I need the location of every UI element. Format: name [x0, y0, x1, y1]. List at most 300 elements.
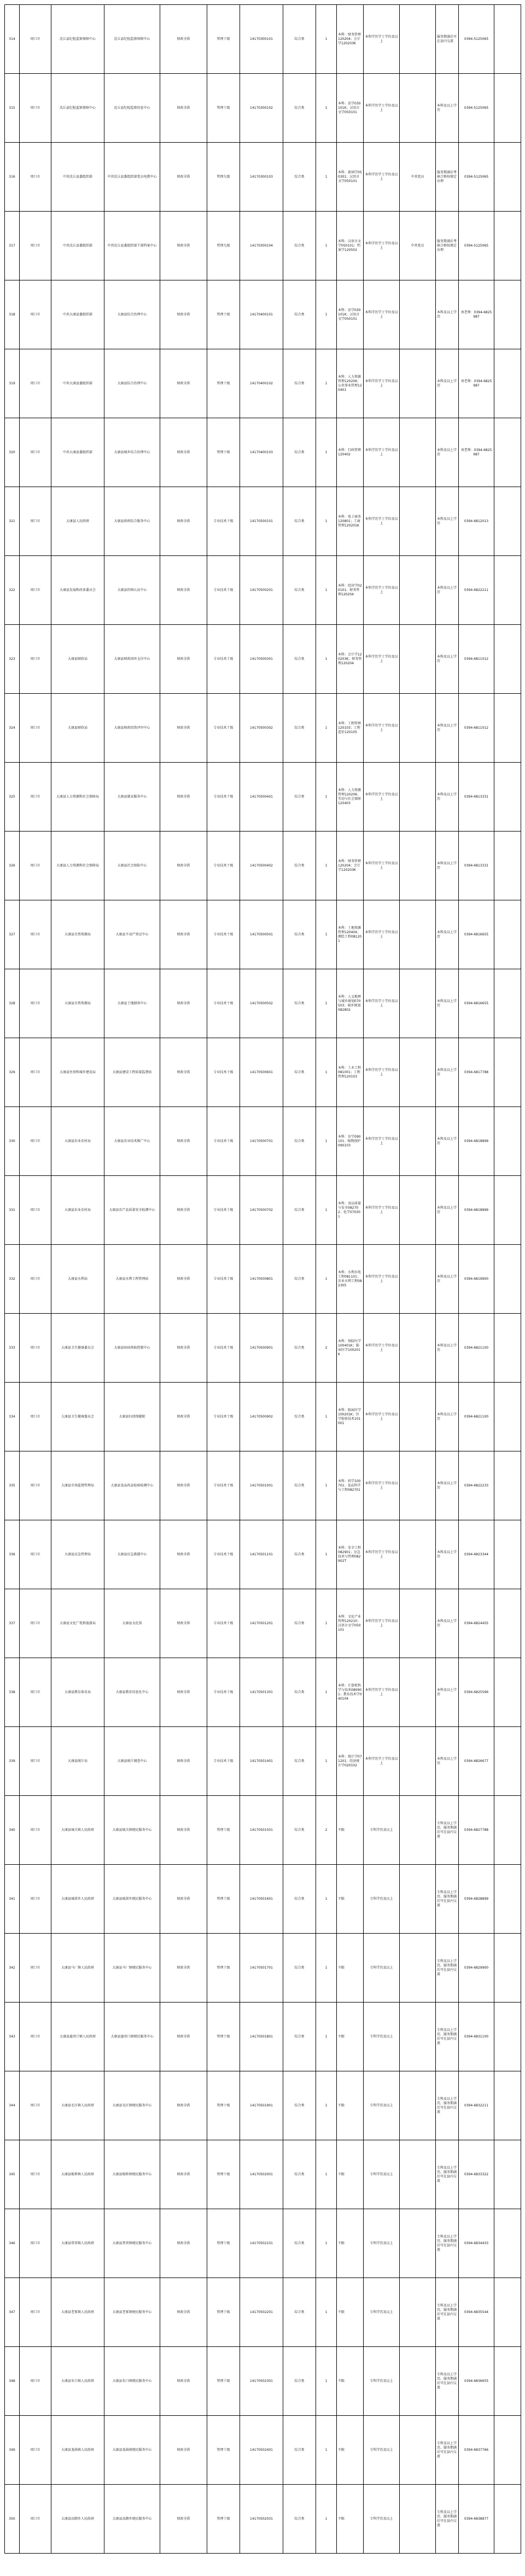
major-cell: 本科：文化产业管理120210；汉语言文学050101: [337, 1589, 364, 1658]
other-requirement-cell: [400, 1176, 436, 1245]
unit-cell: 大康县妇幼保健院: [104, 1383, 160, 1451]
other-requirement-cell: [400, 1796, 436, 1865]
post-code-cell: 14170501601: [240, 1865, 283, 1934]
education-cell: 本科学历学士学位及以上: [364, 969, 400, 1038]
post-code-cell: 14170500402: [240, 832, 283, 900]
remark-cell: [494, 1934, 521, 2003]
department-cell: 大康县卫生健康委员会: [51, 1314, 104, 1383]
exam-type-cell: 综合类: [283, 2209, 316, 2278]
other-requirement-cell: [400, 2485, 436, 2554]
major-cell: 本科：人力资源管理120206；劳动与社会保障120403: [337, 763, 364, 832]
table-row: [5, 1245, 521, 1314]
contact-cell: 刘老师：0394-6825987: [459, 349, 494, 418]
post-code-cell: 14170501201: [240, 1589, 283, 1658]
department-cell: 大康县人民政府: [51, 487, 104, 556]
headcount-cell: 1: [316, 1934, 337, 2003]
funding-type-cell: 财政全供: [160, 74, 207, 143]
exam-type-cell: 综合类: [283, 2347, 316, 2416]
post-code-cell: 14170500702: [240, 1176, 283, 1245]
table-row: [5, 2209, 521, 2278]
serial-number-cell: 338: [5, 1658, 20, 1727]
unit-cell: 大康县朱口镇便民服务中心: [104, 2347, 160, 2416]
major-cell: 本科：法学030101K；汉语言文学050101: [337, 74, 364, 143]
contact-cell: 0394-6837766: [459, 2416, 494, 2485]
post-level-cell: 管理十级: [207, 5, 240, 74]
major-cell: 本科：水利水电工程081101；农业水利工程082305: [337, 1245, 364, 1314]
funding-type-cell: 财政全供: [160, 969, 207, 1038]
contact-cell: 0394-6824455: [459, 1589, 494, 1658]
headcount-cell: 1: [316, 2003, 337, 2071]
table-row: [5, 487, 521, 556]
remark-cell: [494, 2209, 521, 2278]
condition-cell: 本科及以上学历: [436, 1038, 459, 1107]
unit-cell: 沈丘县纪检监察信息中心: [104, 74, 160, 143]
major-cell: 本科：计算机科学与技术080901；教育技术学040104: [337, 1658, 364, 1727]
department-cell: 大康县板桥镇人民政府: [51, 2140, 104, 2209]
city-cell: 周口市: [20, 900, 51, 969]
headcount-cell: 1: [316, 556, 337, 625]
post-level-cell: 管理十级: [207, 1796, 240, 1865]
table-row: [5, 2485, 521, 2554]
department-cell: 大康县人力资源和社会保障局: [51, 763, 104, 832]
exam-type-cell: 综合类: [283, 2485, 316, 2554]
exam-type-cell: 综合类: [283, 694, 316, 763]
city-cell: 周口市: [20, 2278, 51, 2347]
major-cell: 本科：经济学020101；财务管理120204: [337, 556, 364, 625]
exam-type-cell: 综合类: [283, 2416, 316, 2485]
city-cell: 周口市: [20, 694, 51, 763]
condition-cell: 专科及以上学历，服务期满后可在县内交流: [436, 2485, 459, 2554]
headcount-cell: 1: [316, 280, 337, 349]
headcount-cell: 1: [316, 349, 337, 418]
contact-cell: 0394-6816655: [459, 900, 494, 969]
serial-number-cell: 350: [5, 2485, 20, 2554]
post-code-cell: 14170502401: [240, 2416, 283, 2485]
post-code-cell: 14170500201: [240, 556, 283, 625]
education-cell: 专科学历及以上: [364, 1934, 400, 2003]
other-requirement-cell: [400, 5, 436, 74]
unit-cell: 大康县常营镇便民服务中心: [104, 2209, 160, 2278]
education-cell: 本科学历学士学位及以上: [364, 74, 400, 143]
table-row: [5, 349, 521, 418]
table-row: [5, 694, 521, 763]
unit-cell: 大康县水利工程管理站: [104, 1245, 160, 1314]
major-cell: 本科：统计学071201；经济统计学020102: [337, 1727, 364, 1796]
headcount-cell: 1: [316, 969, 337, 1038]
funding-type-cell: 财政全供: [160, 1727, 207, 1796]
post-level-cell: 管理十级: [207, 2071, 240, 2140]
table-row: [5, 1383, 521, 1451]
unit-cell: 大康县文化馆: [104, 1589, 160, 1658]
headcount-cell: 1: [316, 1383, 337, 1451]
other-requirement-cell: 中共党员: [400, 212, 436, 280]
remark-cell: [494, 625, 521, 694]
condition-cell: 本科及以上学历: [436, 349, 459, 418]
funding-type-cell: 财政全供: [160, 1589, 207, 1658]
headcount-cell: 1: [316, 763, 337, 832]
condition-cell: 本科及以上学历: [436, 418, 459, 487]
condition-cell: 本科及以上学历: [436, 74, 459, 143]
exam-type-cell: 综合类: [283, 212, 316, 280]
other-requirement-cell: [400, 1245, 436, 1314]
department-cell: 大康县农业农村局: [51, 1107, 104, 1176]
funding-type-cell: 财政全供: [160, 349, 207, 418]
condition-cell: 本科及以上学历: [436, 280, 459, 349]
unit-cell: 大康县城乡综合治理中心: [104, 418, 160, 487]
headcount-cell: 1: [316, 900, 337, 969]
post-code-cell: 14170400102: [240, 349, 283, 418]
headcount-cell: 1: [316, 2485, 337, 2554]
education-cell: 本科学历学士学位及以上: [364, 900, 400, 969]
post-code-cell: 14170501501: [240, 1796, 283, 1865]
funding-type-cell: 财政全供: [160, 625, 207, 694]
post-level-cell: 专业技术十级: [207, 1176, 240, 1245]
other-requirement-cell: [400, 694, 436, 763]
exam-type-cell: 综合类: [283, 1589, 316, 1658]
department-cell: 大康县发展和改革委员会: [51, 556, 104, 625]
headcount-cell: 1: [316, 143, 337, 212]
remark-cell: [494, 1176, 521, 1245]
department-cell: 大康县文化广电和旅游局: [51, 1589, 104, 1658]
exam-type-cell: 综合类: [283, 143, 316, 212]
headcount-cell: 1: [316, 694, 337, 763]
department-cell: 大康县水利局: [51, 1245, 104, 1314]
unit-cell: 大康县板桥镇便民服务中心: [104, 2140, 160, 2209]
post-level-cell: 专业技术十级: [207, 1589, 240, 1658]
major-cell: 本科：预防医学100401K；临床医学100201K: [337, 1314, 364, 1383]
condition-cell: 专科及以上学历，服务期满后可在县内交流: [436, 2278, 459, 2347]
headcount-cell: 2: [316, 1796, 337, 1865]
post-level-cell: 专业技术十级: [207, 1107, 240, 1176]
department-cell: 大康县教育体育局: [51, 1658, 104, 1727]
department-cell: 大康县自然资源局: [51, 900, 104, 969]
post-level-cell: 管理十级: [207, 1865, 240, 1934]
major-cell: 本科：行政管理120402: [337, 418, 364, 487]
other-requirement-cell: [400, 2140, 436, 2209]
post-code-cell: 14170400103: [240, 418, 283, 487]
education-cell: 本科学历学士学位及以上: [364, 694, 400, 763]
other-requirement-cell: [400, 2071, 436, 2140]
city-cell: 周口市: [20, 2071, 51, 2140]
department-cell: 大康县财政局: [51, 625, 104, 694]
table-row: [5, 900, 521, 969]
condition-cell: 本科及以上学历: [436, 556, 459, 625]
funding-type-cell: 财政全供: [160, 556, 207, 625]
post-level-cell: 管理十级: [207, 2209, 240, 2278]
table-row: [5, 1934, 521, 2003]
remark-cell: [494, 143, 521, 212]
unit-cell: 大康县建设工程质量监督站: [104, 1038, 160, 1107]
education-cell: 专科学历及以上: [364, 2003, 400, 2071]
condition-cell: 本科及以上学历: [436, 763, 459, 832]
funding-type-cell: 财政全供: [160, 1451, 207, 1520]
position-table: [4, 4, 521, 2554]
department-cell: 中共大康县委组织部: [51, 418, 104, 487]
education-cell: 本科学历学士学位及以上: [364, 1727, 400, 1796]
other-requirement-cell: [400, 487, 436, 556]
contact-cell: 0394-5125065: [459, 5, 494, 74]
education-cell: 专科学历及以上: [364, 2278, 400, 2347]
major-cell: 不限: [337, 1934, 364, 2003]
unit-cell: 大康县逊母口镇便民服务中心: [104, 2003, 160, 2071]
headcount-cell: 1: [316, 5, 337, 74]
post-level-cell: 专业技术十级: [207, 900, 240, 969]
post-level-cell: 专业技术十级: [207, 1245, 240, 1314]
city-cell: 周口市: [20, 2140, 51, 2209]
serial-number-cell: 342: [5, 1934, 20, 2003]
department-cell: 中共大康县委组织部: [51, 280, 104, 349]
serial-number-cell: 343: [5, 2003, 20, 2071]
funding-type-cell: 财政全供: [160, 1383, 207, 1451]
exam-type-cell: 综合类: [283, 418, 316, 487]
education-cell: 专科学历及以上: [364, 1865, 400, 1934]
city-cell: 周口市: [20, 143, 51, 212]
city-cell: 周口市: [20, 212, 51, 280]
exam-type-cell: 综合类: [283, 1658, 316, 1727]
funding-type-cell: 财政全供: [160, 2485, 207, 2554]
unit-cell: 大康县土地储备中心: [104, 969, 160, 1038]
major-cell: 本科：财务管理120204；会计学120203K: [337, 832, 364, 900]
serial-number-cell: 326: [5, 832, 20, 900]
city-cell: 周口市: [20, 969, 51, 1038]
condition-cell: 专科及以上学历，服务期满后可在县内交流: [436, 2209, 459, 2278]
headcount-cell: 1: [316, 1658, 337, 1727]
serial-number-cell: 341: [5, 1865, 20, 1934]
post-code-cell: 14170501001: [240, 1451, 283, 1520]
city-cell: 周口市: [20, 832, 51, 900]
education-cell: 本科学历学士学位及以上: [364, 5, 400, 74]
education-cell: 本科学历学士学位及以上: [364, 280, 400, 349]
serial-number-cell: 344: [5, 2071, 20, 2140]
post-level-cell: 专业技术十级: [207, 1658, 240, 1727]
table-row: [5, 625, 521, 694]
major-cell: 本科：电子商务120801；工商管理120201K: [337, 487, 364, 556]
exam-type-cell: 综合类: [283, 969, 316, 1038]
remark-cell: [494, 487, 521, 556]
department-cell: 大康县朱口镇人民政府: [51, 2347, 104, 2416]
table-row: [5, 1451, 521, 1520]
city-cell: 周口市: [20, 1383, 51, 1451]
table-row: [5, 1727, 521, 1796]
exam-type-cell: 综合类: [283, 1796, 316, 1865]
post-code-cell: 14170501901: [240, 2071, 283, 2140]
condition-cell: 本科及以上学历: [436, 1520, 459, 1589]
department-cell: 大康县城关镇人民政府: [51, 1796, 104, 1865]
education-cell: 本科学历学士学位及以上: [364, 1314, 400, 1383]
condition-cell: 专科及以上学历，服务期满后可在县内交流: [436, 2003, 459, 2071]
city-cell: 周口市: [20, 1107, 51, 1176]
other-requirement-cell: [400, 969, 436, 1038]
headcount-cell: 1: [316, 1451, 337, 1520]
exam-type-cell: 综合类: [283, 5, 316, 74]
table-row: [5, 1038, 521, 1107]
post-level-cell: 专业技术十级: [207, 556, 240, 625]
major-cell: 本科：财务管理120204；会计学120203K: [337, 5, 364, 74]
contact-cell: 0394-6831100: [459, 2003, 494, 2071]
department-cell: 中共沈丘县委组织部: [51, 212, 104, 280]
exam-type-cell: 综合类: [283, 1314, 316, 1383]
table-row: [5, 2003, 521, 2071]
contact-cell: 0394-5125065: [459, 212, 494, 280]
post-level-cell: 专业技术十级: [207, 694, 240, 763]
city-cell: 周口市: [20, 280, 51, 349]
unit-cell: 中共沈丘县委组织部干部档案中心: [104, 212, 160, 280]
funding-type-cell: 财政全供: [160, 1934, 207, 2003]
department-cell: 大康县自然资源局: [51, 969, 104, 1038]
major-cell: 本科：农学090101；植物保护090103: [337, 1107, 364, 1176]
table-row: [5, 832, 521, 900]
department-cell: 中共沈丘县委组织部: [51, 143, 104, 212]
remark-cell: [494, 2003, 521, 2071]
city-cell: 周口市: [20, 1589, 51, 1658]
contact-cell: 0394-5125065: [459, 74, 494, 143]
serial-number-cell: 331: [5, 1176, 20, 1245]
exam-type-cell: 综合类: [283, 1038, 316, 1107]
other-requirement-cell: [400, 1038, 436, 1107]
remark-cell: [494, 832, 521, 900]
education-cell: 本科学历学士学位及以上: [364, 143, 400, 212]
remark-cell: [494, 1589, 521, 1658]
other-requirement-cell: [400, 832, 436, 900]
condition-cell: 本科及以上学历: [436, 1245, 459, 1314]
post-level-cell: 管理十级: [207, 2347, 240, 2416]
education-cell: 专科学历及以上: [364, 2071, 400, 2140]
major-cell: 本科：法学030101K；汉语言文学050101: [337, 280, 364, 349]
other-requirement-cell: [400, 556, 436, 625]
department-cell: 大康县应急管理局: [51, 1520, 104, 1589]
funding-type-cell: 财政全供: [160, 212, 207, 280]
condition-cell: 本科及以上学历: [436, 1314, 459, 1383]
table-row: [5, 1589, 521, 1658]
table-row: [5, 969, 521, 1038]
major-cell: 本科：临床医学100201K；医学检验技术101001: [337, 1383, 364, 1451]
other-requirement-cell: [400, 2003, 436, 2071]
exam-type-cell: 综合类: [283, 74, 316, 143]
major-cell: 本科：人力资源管理120206；公共事业管理120401: [337, 349, 364, 418]
post-level-cell: 管理十级: [207, 74, 240, 143]
post-level-cell: 管理十级: [207, 2140, 240, 2209]
post-level-cell: 专业技术十级: [207, 1038, 240, 1107]
other-requirement-cell: [400, 349, 436, 418]
table-row: [5, 2071, 521, 2140]
other-requirement-cell: [400, 2209, 436, 2278]
remark-cell: [494, 1038, 521, 1107]
post-level-cell: 专业技术十级: [207, 1451, 240, 1520]
post-code-cell: 14170300102: [240, 74, 283, 143]
major-cell: 不限: [337, 2485, 364, 2554]
headcount-cell: 1: [316, 1589, 337, 1658]
remark-cell: [494, 1383, 521, 1451]
condition-cell: 本科及以上学历: [436, 900, 459, 969]
headcount-cell: 1: [316, 1865, 337, 1934]
city-cell: 周口市: [20, 2485, 51, 2554]
headcount-cell: 1: [316, 625, 337, 694]
headcount-cell: 1: [316, 212, 337, 280]
unit-cell: 大康县综合治理中心: [104, 280, 160, 349]
contact-cell: 0394-6833322: [459, 2140, 494, 2209]
other-requirement-cell: [400, 1520, 436, 1589]
post-code-cell: 14170300101: [240, 5, 283, 74]
city-cell: 周口市: [20, 1520, 51, 1589]
department-cell: 大康县逊母口镇人民政府: [51, 2003, 104, 2071]
table-row: [5, 2347, 521, 2416]
post-level-cell: 管理九级: [207, 212, 240, 280]
unit-cell: 大康县食品药品检验检测中心: [104, 1451, 160, 1520]
department-cell: 大康县常营镇人民政府: [51, 2209, 104, 2278]
other-requirement-cell: [400, 1934, 436, 2003]
condition-cell: 本科及以上学历: [436, 1727, 459, 1796]
education-cell: 本科学历学士学位及以上: [364, 1176, 400, 1245]
table-row: [5, 418, 521, 487]
contact-cell: 0394-6832211: [459, 2071, 494, 2140]
condition-cell: 服务期满后考核合格按规定办理: [436, 143, 459, 212]
condition-cell: 专科及以上学历，服务期满后可在县内交流: [436, 2071, 459, 2140]
headcount-cell: 1: [316, 1038, 337, 1107]
post-level-cell: 管理十级: [207, 2485, 240, 2554]
contact-cell: 0394-6822211: [459, 556, 494, 625]
post-code-cell: 14170501801: [240, 2003, 283, 2071]
unit-cell: 大康县政府综合服务中心: [104, 487, 160, 556]
condition-cell: 本科及以上学历: [436, 1451, 459, 1520]
unit-cell: 大康县不动产登记中心: [104, 900, 160, 969]
remark-cell: [494, 1314, 521, 1383]
contact-cell: 0394-6813331: [459, 763, 494, 832]
serial-number-cell: 348: [5, 2347, 20, 2416]
condition-cell: 专科及以上学历，服务期满后可在县内交流: [436, 2347, 459, 2416]
headcount-cell: 1: [316, 832, 337, 900]
post-code-cell: 14170501301: [240, 1658, 283, 1727]
headcount-cell: 1: [316, 487, 337, 556]
exam-type-cell: 综合类: [283, 556, 316, 625]
contact-cell: 0394-6811012: [459, 625, 494, 694]
education-cell: 本科学历学士学位及以上: [364, 556, 400, 625]
funding-type-cell: 财政全供: [160, 2347, 207, 2416]
serial-number-cell: 328: [5, 969, 20, 1038]
city-cell: 周口市: [20, 1865, 51, 1934]
table-row: [5, 1176, 521, 1245]
post-code-cell: 14170400101: [240, 280, 283, 349]
funding-type-cell: 财政全供: [160, 1520, 207, 1589]
remark-cell: [494, 349, 521, 418]
condition-cell: 本科及以上学历: [436, 487, 459, 556]
remark-cell: [494, 1520, 521, 1589]
condition-cell: 本科及以上学历: [436, 1107, 459, 1176]
major-cell: 不限: [337, 1865, 364, 1934]
other-requirement-cell: [400, 2347, 436, 2416]
city-cell: 周口市: [20, 349, 51, 418]
table-row: [5, 556, 521, 625]
remark-cell: [494, 1245, 521, 1314]
table-row: [5, 763, 521, 832]
table-row: [5, 143, 521, 212]
post-level-cell: 专业技术十级: [207, 1727, 240, 1796]
city-cell: 周口市: [20, 556, 51, 625]
funding-type-cell: 财政全供: [160, 1176, 207, 1245]
major-cell: 不限: [337, 2140, 364, 2209]
funding-type-cell: 财政全供: [160, 487, 207, 556]
contact-cell: 0394-6821100: [459, 1383, 494, 1451]
funding-type-cell: 财政全供: [160, 1245, 207, 1314]
remark-cell: [494, 900, 521, 969]
condition-cell: 本科及以上学历: [436, 1176, 459, 1245]
other-requirement-cell: [400, 1658, 436, 1727]
remark-cell: [494, 2071, 521, 2140]
city-cell: 周口市: [20, 1727, 51, 1796]
unit-cell: 大康县就业服务中心: [104, 763, 160, 832]
post-code-cell: 14170501401: [240, 1727, 283, 1796]
serial-number-cell: 332: [5, 1245, 20, 1314]
contact-cell: 0394-6835544: [459, 2278, 494, 2347]
